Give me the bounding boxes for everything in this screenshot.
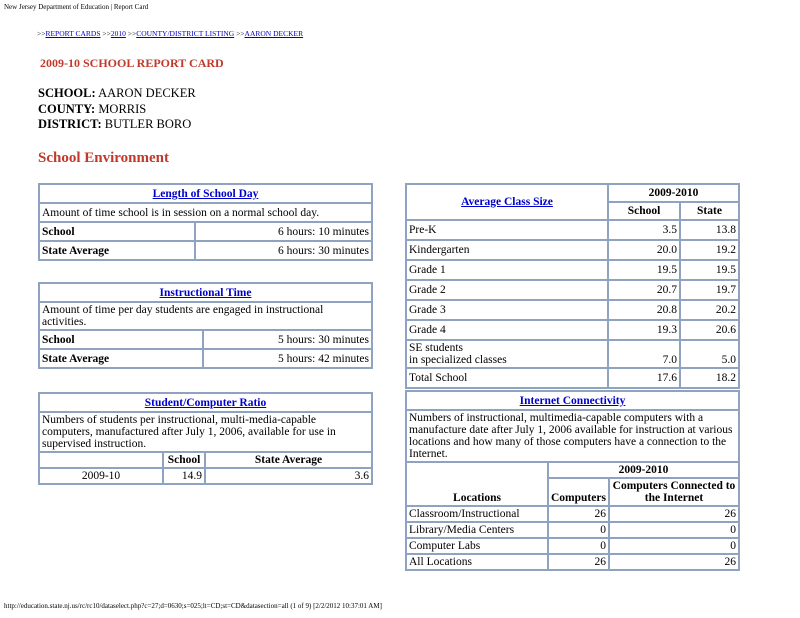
school-day-label: School xyxy=(39,222,195,241)
breadcrumb-2010-link[interactable]: 2010 xyxy=(110,29,126,38)
class-size-school: 3.5 xyxy=(608,220,680,240)
class-size-grade xyxy=(406,340,608,368)
school-day-value: 6 hours: 10 minutes xyxy=(195,222,372,241)
computer-ratio-state: 3.6 xyxy=(205,468,372,484)
school-day-title-link[interactable]: Length of School Day xyxy=(152,187,259,200)
district-name: BUTLER BORO xyxy=(104,117,192,131)
table-row xyxy=(406,368,739,388)
school-line xyxy=(38,86,196,102)
county-line xyxy=(38,102,196,118)
class-size-state: 20.2 xyxy=(680,300,739,320)
computer-ratio-col-state: State Average xyxy=(205,452,372,468)
instructional-time-label: State Average xyxy=(39,349,203,368)
class-size-col-state: State xyxy=(680,202,739,220)
table-row xyxy=(406,240,739,260)
county-label: COUNTY: xyxy=(38,101,96,116)
table-row xyxy=(406,260,739,280)
internet-connected: 0 xyxy=(609,538,739,554)
class-size-state: 19.2 xyxy=(680,240,739,260)
internet-table xyxy=(405,390,740,571)
class-size-school: 19.5 xyxy=(608,260,680,280)
class-size-grade: Grade 2 xyxy=(406,280,608,300)
computer-ratio-table xyxy=(38,392,373,485)
section-title: School Environment xyxy=(38,150,169,166)
internet-connected: 26 xyxy=(609,506,739,522)
internet-computers: 0 xyxy=(548,538,609,554)
class-size-grade: Total School xyxy=(406,368,608,388)
breadcrumb-separator: >> xyxy=(37,29,46,38)
class-size-state: 20.6 xyxy=(680,320,739,340)
internet-location: All Locations xyxy=(406,554,548,570)
school-name: AARON DECKER xyxy=(98,86,196,100)
class-size-grade: Grade 1 xyxy=(406,260,608,280)
class-size-header xyxy=(406,184,608,220)
internet-computers: 0 xyxy=(548,522,609,538)
table-row xyxy=(406,538,739,554)
class-size-school: 20.8 xyxy=(608,300,680,320)
breadcrumb-separator: >> xyxy=(236,29,245,38)
instructional-time-header xyxy=(39,283,372,302)
internet-connected: 26 xyxy=(609,554,739,570)
instructional-time-table xyxy=(38,282,373,369)
internet-computers: 26 xyxy=(548,506,609,522)
class-size-school: 20.0 xyxy=(608,240,680,260)
table-row xyxy=(39,468,372,484)
school-day-label: State Average xyxy=(39,241,195,260)
class-size-title-link[interactable]: Average Class Size xyxy=(461,196,553,208)
breadcrumb-county-district-link[interactable]: COUNTY/DISTRICT LISTING xyxy=(136,29,235,38)
instructional-time-value: 5 hours: 42 minutes xyxy=(203,349,372,368)
class-size-state: 19.5 xyxy=(680,260,739,280)
school-day-header xyxy=(39,184,372,203)
class-size-table xyxy=(405,183,740,389)
instructional-time-value: 5 hours: 30 minutes xyxy=(203,330,372,349)
computer-ratio-description: Numbers of students per instructional, multi-media-capable computers, manufactured after July 1, 2006, available for use in supervised instruction. xyxy=(39,412,372,452)
table-row xyxy=(39,330,372,349)
internet-col-locations: Locations xyxy=(406,462,548,506)
table-row xyxy=(406,554,739,570)
table-row xyxy=(39,349,372,368)
class-size-grade: Pre-K xyxy=(406,220,608,240)
table-row xyxy=(406,300,739,320)
breadcrumb-school-link[interactable]: AARON DECKER xyxy=(244,29,304,38)
internet-description: Numbers of instructional, multimedia-capable computers with a manufacture date after July 1, 2006 available for instruction at various locations and how many of those computers have a connection to the Internet. xyxy=(406,410,739,462)
breadcrumb-separator: >> xyxy=(127,29,137,38)
instructional-time-label: School xyxy=(39,330,203,349)
class-size-state: 18.2 xyxy=(680,368,739,388)
school-day-table xyxy=(38,183,373,261)
internet-col-computers: Computers xyxy=(548,478,609,506)
class-size-grade-line1: SE students xyxy=(409,342,463,354)
class-size-col-school: School xyxy=(608,202,680,220)
school-info xyxy=(38,86,196,133)
school-day-value: 6 hours: 30 minutes xyxy=(195,241,372,260)
breadcrumb-separator: >> xyxy=(102,29,111,38)
class-size-school: 20.7 xyxy=(608,280,680,300)
browser-page-header: New Jersey Department of Education | Report Card xyxy=(4,3,149,11)
instructional-time-title-link[interactable]: Instructional Time xyxy=(159,286,252,299)
computer-ratio-col-school: School xyxy=(163,452,205,468)
breadcrumb xyxy=(37,29,303,38)
breadcrumb-report-cards-link[interactable]: REPORT CARDS xyxy=(45,29,101,38)
computer-ratio-year: 2009-10 xyxy=(39,468,163,484)
table-row xyxy=(406,320,739,340)
class-size-state: 5.0 xyxy=(680,340,739,368)
table-row xyxy=(39,241,372,260)
class-size-year: 2009-2010 xyxy=(608,184,739,202)
district-line xyxy=(38,117,196,133)
table-row xyxy=(406,280,739,300)
internet-location: Classroom/Instructional xyxy=(406,506,548,522)
school-day-description: Amount of time school is in session on a normal school day. xyxy=(39,203,372,222)
class-size-state: 13.8 xyxy=(680,220,739,240)
computer-ratio-title-link[interactable]: Student/Computer Ratio xyxy=(144,396,267,409)
school-label: SCHOOL: xyxy=(38,86,96,100)
county-name: MORRIS xyxy=(98,101,147,116)
computer-ratio-header xyxy=(39,393,372,412)
class-size-grade: Grade 4 xyxy=(406,320,608,340)
table-row xyxy=(406,220,739,240)
internet-connected: 0 xyxy=(609,522,739,538)
class-size-school: 7.0 xyxy=(608,340,680,368)
internet-location: Library/Media Centers xyxy=(406,522,548,538)
internet-header xyxy=(406,391,739,410)
class-size-grade: Grade 3 xyxy=(406,300,608,320)
table-row xyxy=(39,222,372,241)
class-size-grade: Kindergarten xyxy=(406,240,608,260)
computer-ratio-school: 14.9 xyxy=(163,468,205,484)
internet-computers: 26 xyxy=(548,554,609,570)
internet-title-link[interactable]: Internet Connectivity xyxy=(519,394,626,407)
district-label: DISTRICT: xyxy=(38,117,102,131)
browser-page-footer: http://education.state.nj.us/rc/rc10/dataselect.php?c=27;d=0630;s=025;lt=CD;st=CD&datasection=all (1 of 9) [2/2/2012 10:37:01 AM] xyxy=(4,602,382,610)
class-size-grade-line2: in specialized classes xyxy=(409,354,507,366)
internet-year: 2009-2010 xyxy=(548,462,739,478)
internet-location: Computer Labs xyxy=(406,538,548,554)
class-size-school: 19.3 xyxy=(608,320,680,340)
computer-ratio-corner xyxy=(39,452,163,468)
class-size-state: 19.7 xyxy=(680,280,739,300)
report-card-title: 2009-10 SCHOOL REPORT CARD xyxy=(40,56,224,70)
internet-col-connected: Computers Connected to the Internet xyxy=(609,478,739,506)
table-row xyxy=(406,506,739,522)
class-size-school: 17.6 xyxy=(608,368,680,388)
table-row xyxy=(406,522,739,538)
instructional-time-description: Amount of time per day students are engaged in instructional activities. xyxy=(39,302,372,330)
table-row xyxy=(406,340,739,368)
